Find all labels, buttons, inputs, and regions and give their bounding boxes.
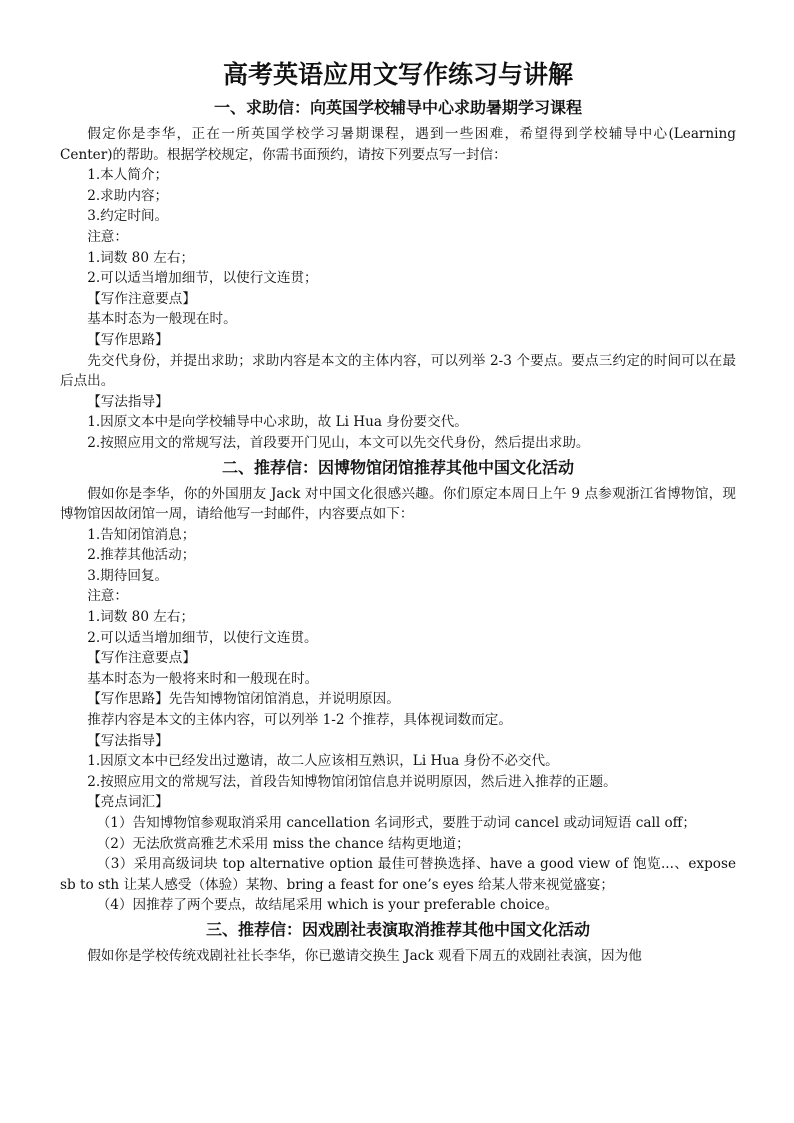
document-title: 高考英语应用文写作练习与讲解 [222, 60, 573, 89]
note-item: 1.词数 80 左右； [87, 609, 195, 626]
highlight-item: （4）因推荐了两个要点，故结尾采用 which is your preferable choice。 [96, 897, 559, 914]
notes-label: 注意： [87, 228, 128, 245]
highlight-item: （3）采用高级词块 top alternative option 最佳可替换选择、have a good view of 饱览...、expose sb to sth 让某人感受（体验）某物、bring a feast for one’s eyes 给某人带来视觉盛宴； [60, 856, 736, 893]
note-item: 2.可以适当增加细节，以使行文连贯； [87, 270, 318, 287]
section-1-heading: 一、求助信：向英国学校辅导中心求助暑期学习课程 [213, 98, 582, 117]
section-1 [60, 96, 736, 454]
guide-item: 1.因原文本中已经发出过邀请，故二人应该相互熟识，Li Hua 身份不必交代。 [87, 753, 559, 770]
section-3-intro: 假如你是学校传统戏剧社社长李华，你已邀请交换生 Jack 观看下周五的戏剧社表演，因为他 [87, 947, 642, 964]
guide-label: 【写法指导】 [87, 732, 169, 749]
requirement-item: 1.告知闭馆消息； [87, 526, 196, 543]
note-item: 2.可以适当增加细节，以使行文连贯。 [87, 629, 318, 646]
requirement-item: 1.本人简介； [87, 167, 169, 184]
highlight-item: （2）无法欣赏高雅艺术采用 miss the chance 结构更地道； [96, 835, 470, 852]
guide-item: 2.按照应用文的常规写法，首段告知博物馆闭馆信息并说明原因，然后进入推荐的正题。 [87, 773, 617, 790]
idea-text: 先交代身份，并提出求助；求助内容是本文的主体内容，可以列举 2-3 个要点。要点三约定的时间可以在最后点出。 [60, 352, 736, 390]
note-item: 1.词数 80 左右； [87, 249, 195, 266]
section-2-heading: 二、推荐信：因博物馆闭馆推荐其他中国文化活动 [221, 457, 574, 477]
guide-item: 1.因原文本中是向学校辅导中心求助，故 Li Hua 身份要交代。 [87, 414, 468, 431]
requirement-item: 3.期待回复。 [87, 567, 169, 584]
highlight-item: （1）告知博物馆参观取消采用 cancellation 名词形式，要胜于动词 cancel 或动词短语 call off； [96, 815, 696, 831]
section-3-heading: 三、推荐信：因戏剧社表演取消推荐其他中国文化活动 [205, 919, 590, 939]
highlight-label: 【亮点词汇】 [87, 794, 169, 811]
requirement-item: 2.推荐其他活动； [87, 547, 196, 564]
tips-label: 【写作注意要点】 [87, 290, 196, 307]
section-2-intro: 假如你是李华，你的外国朋友 Jack 对中国文化很感兴趣。你们原定本周日上午 9 点参观浙江省博物馆，现博物馆因故闭馆一周，请给他写一封邮件，内容要点如下： [60, 485, 736, 523]
section-2 [60, 456, 736, 916]
guide-item: 2.按照应用文的常规写法，首段要开门见山，本文可以先交代身份，然后提出求助。 [87, 434, 590, 451]
notes-label: 注意： [87, 588, 128, 605]
tips-text: 基本时态为一般现在时。 [87, 311, 237, 328]
requirement-item: 3.约定时间。 [87, 208, 169, 225]
tips-label: 【写作注意要点】 [87, 650, 196, 667]
section-1-intro: 假定你是李华，正在一所英国学校学习暑期课程，遇到一些困难，希望得到学校辅导中心(Learning Center)的帮助。根据学校规定，你需书面预约，请按下列要点写一封信： [60, 126, 736, 163]
idea-line: 【写作思路】先告知博物馆闭馆消息，并说明原因。 [87, 691, 400, 708]
idea-label: 【写作思路】 [87, 331, 169, 348]
tips-text: 基本时态为一般将来时和一般现在时。 [87, 670, 319, 687]
requirement-item: 2.求助内容； [87, 187, 169, 204]
section-3 [60, 918, 736, 967]
idea-text: 推荐内容是本文的主体内容，可以列举 1-2 个推荐，具体视词数而定。 [87, 712, 512, 729]
guide-label: 【写法指导】 [87, 393, 169, 410]
